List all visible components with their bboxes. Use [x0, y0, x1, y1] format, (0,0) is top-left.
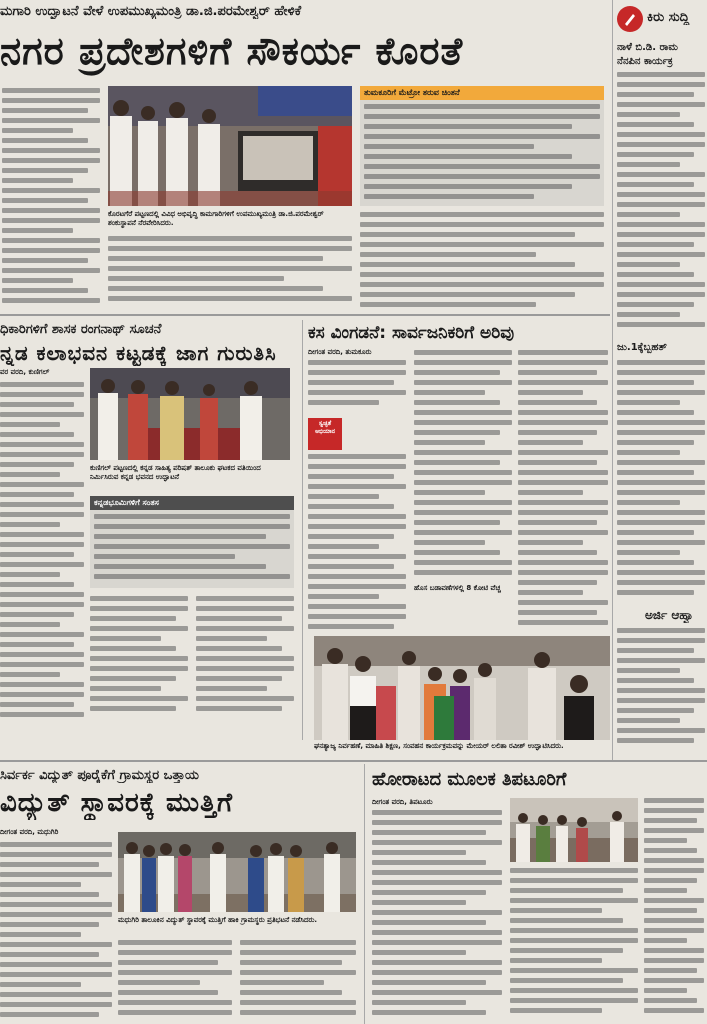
metro-box — [360, 86, 604, 206]
mid-right-body-col3 — [518, 350, 608, 630]
bottom-left-kicker: ಸಿರ್ವರ್ಕ ವಿದ್ಯುತ್ ಪೂರೈಕೆಗೆ ಗ್ರಾಮಸ್ಥರ ಒತ್ತಾಯ — [0, 768, 199, 783]
mid-right-photo-caption: ಘನತ್ಯಾಜ್ಯ ನಿರ್ವಹಣೆ, ಮಾಹಿತಿ ಶಿಕ್ಷಣ, ಸಂವಹನ ಕಾರ್ಯಕ್ರಮವನ್ನು ಮೇಯರ್ ಲಲಿತಾ ರವೀಶ್ ಉದ್ಘಾಟಿಸಿದರು. — [314, 742, 564, 750]
mid-right-body-col1a — [308, 360, 406, 414]
bottom-right-photo — [510, 798, 638, 862]
bottom-right-byline: ದೀಗಂತ ವರದಿ, ತಿಪಟೂರು — [372, 798, 433, 806]
mid-right-headline: ಕಸ ವಿಂಗಡನೆ: ಸಾರ್ವಜನಿಕರಿಗೆ ಅರಿವು — [308, 323, 515, 343]
mid-right-body-col1b — [308, 454, 406, 634]
top-story-body-col1 — [2, 88, 100, 308]
mid-left-body-col2 — [90, 596, 188, 722]
top-story-headline: ನಗರ ಪ್ರದೇಶಗಳಿಗೆ ಸೌಕರ್ಯ ಕೊರತೆ — [0, 29, 464, 73]
top-story-photo-caption: ಕೊರಟಗೆರೆ ಪಟ್ಟಣದಲ್ಲಿ ವಿವಿಧ ಅಭಿವೃದ್ಧಿ ಕಾಮಗಾರಿಗಳಿಗೆ ಉಪಮುಖ್ಯಮಂತ್ರಿ ಡಾ.ಜಿ.ಪರಮೇಶ್ವರ್ ಶಂಕುಸ್ಥಾಪನೆ ನೆರವೇರಿಸಿದರು. — [108, 210, 324, 227]
top-story-photo — [108, 86, 352, 206]
bottom-left-photo-caption: ಮಧುಗಿರಿ ತಾಲೂಕಿನ ವಿದ್ಯುತ್ ಸ್ಥಾವರಕ್ಕೆ ಮುತ್ತಿಗೆ ಹಾಕಿ ಗ್ರಾಮಸ್ಥರು ಪ್ರತಿಭಟನೆ ನಡೆಸಿದರು. — [118, 916, 318, 924]
right-column-kicker: ಕಿರು ಸುದ್ದಿ — [647, 10, 690, 25]
mid-left-box-title: ಕನ್ನಡಭೂಮಿಗಳಿಗೆ ಸಂತಸ — [90, 496, 294, 510]
top-story-body-col3 — [360, 212, 604, 308]
mid-left-body-col3 — [196, 596, 294, 722]
right-column-name-heading: ಜು.1ಕ್ಕೆಬ್ಬಹತ್ — [617, 342, 667, 353]
mid-left-body-col1 — [0, 382, 84, 722]
mid-left-photo — [90, 368, 290, 460]
right-column-bottom-heading: ಅರ್ಜಿ ಆಹ್ವಾ — [645, 608, 694, 622]
mid-right-photo — [314, 636, 610, 740]
mid-right-byline: ದೀಗಂತ ವರದಿ, ತುಮಕೂರು — [308, 348, 372, 356]
metro-box-body — [360, 100, 604, 204]
mid-left-box-body — [90, 510, 294, 588]
bottom-left-body-col3 — [240, 940, 356, 1022]
mid-right-tag: ಸ್ವಚ್ಛತೆ ಅಭಿಯಾನ — [308, 418, 342, 450]
bottom-left-photo — [118, 832, 356, 912]
right-column-body — [617, 72, 705, 332]
bottom-right-headline: ಹೋರಾಟದ ಮೂಲಕ ತಿಪಟೂರಿಗೆ — [372, 769, 567, 790]
mid-right-body-col2 — [414, 350, 512, 580]
metro-box-title: ತುಮಕೂರಿಗೆ ಮೆಟ್ರೋ ತರುವ ಚಿಂತನೆ — [360, 86, 604, 100]
top-story-kicker: ಮಗಾರಿ ಉದ್ಘಾಟನೆ ವೇಳೆ ಉಪಮುಖ್ಯಮಂತ್ರಿ ಡಾ.ಜಿ.ಪರಮೇಶ್ವರ್ ಹೇಳಿಕೆ — [0, 4, 302, 19]
top-story-body-col2 — [108, 236, 352, 308]
right-column-body-2 — [617, 360, 705, 600]
bottom-left-byline: ದೀಗಂತ ವರದಿ, ಮಧುಗಿರಿ — [0, 828, 59, 836]
mid-left-box — [90, 496, 294, 588]
pencil-icon — [617, 6, 643, 32]
bottom-left-headline: ವಿದ್ಯುತ್ ಸ್ಥಾವರಕ್ಕೆ ಮುತ್ತಿಗೆ — [0, 788, 234, 818]
mid-left-byline: ವರ ವರದಿ, ಕುಣಿಗಲ್ — [0, 368, 50, 376]
mid-left-kicker: ಧಿಕಾರಿಗಳಿಗೆ ಶಾಸಕ ರಂಗನಾಥ್ ಸೂಚನೆ — [0, 322, 162, 337]
mid-left-photo-caption: ಕುಣಿಗಲ್ ಪಟ್ಟಣದಲ್ಲಿ ಕನ್ನಡ ಸಾಹಿತ್ಯ ಪರಿಷತ್ ತಾಲೂಕು ಘಟಕದ ವತಿಯಿಂದ ನಿರ್ಮಿಸಿರುವ ಕನ್ನಡ ಭವನದ ಉದ್ಘಾಟನೆ — [90, 464, 261, 481]
right-column-body-3 — [617, 628, 705, 754]
bottom-left-body-col2 — [118, 940, 232, 1022]
bottom-right-body-col2 — [510, 868, 638, 1022]
mid-right-subhead: ಹೊಸ ಬಡಾವಣೆಗಳಲ್ಲಿ 8 ಕೋಟಿ ವೆಚ್ಚ — [414, 584, 501, 592]
mid-left-headline: ನ್ನಡ ಕಲಾಭವನ ಕಟ್ಟಡಕ್ಕೆ ಜಾಗ ಗುರುತಿಸಿ — [0, 341, 277, 365]
right-column-line1: ನಾಳೆ ಬಿ.ಡಿ. ರಾಮ — [617, 42, 678, 53]
bottom-right-body-col3 — [644, 798, 704, 1022]
right-column-line2: ನೆನಪಿನ ಕಾರ್ಯಕ್ರ — [617, 56, 673, 67]
bottom-left-body-col1 — [0, 842, 112, 1022]
bottom-right-body-col1 — [372, 810, 502, 1022]
